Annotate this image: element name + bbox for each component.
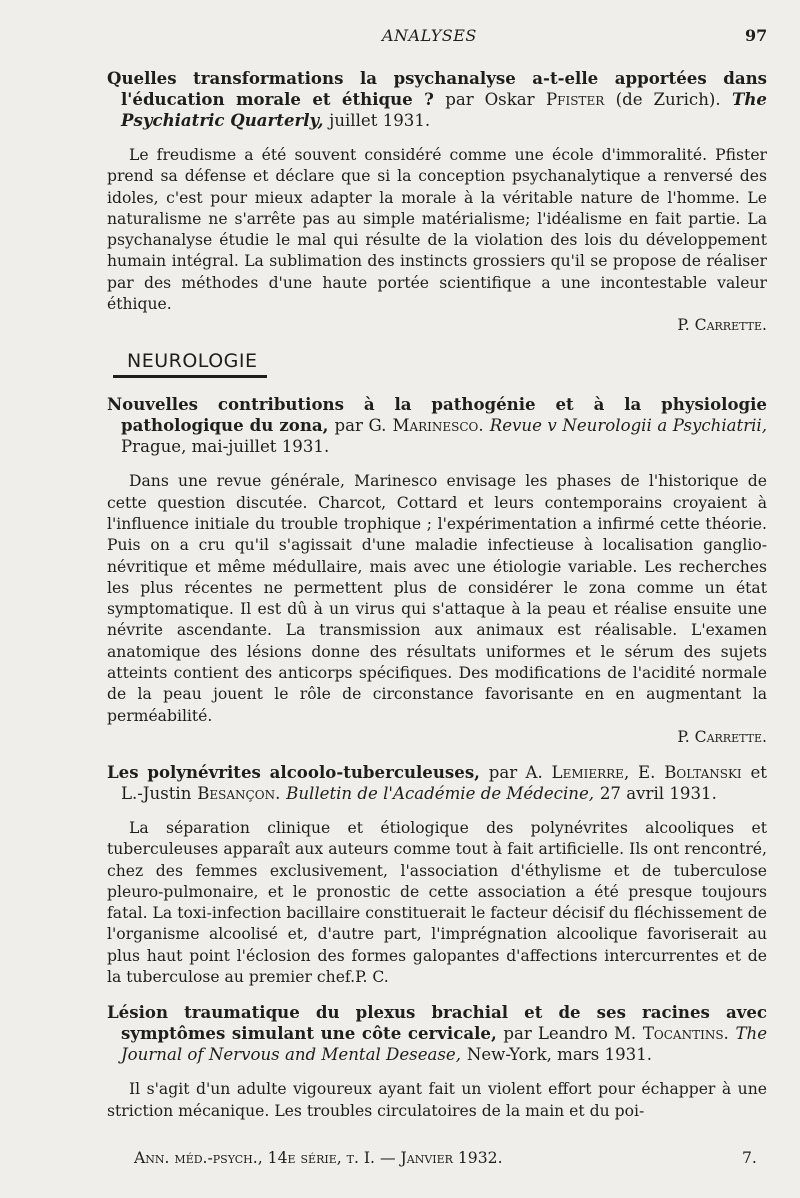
article-body: Il s'agit d'un adulte vigoureux ayant fait un violent effort pour échapper à une striction mécanique. Les troubles circulatoires de la main et du poi- bbox=[107, 1080, 767, 1120]
article-author: Marinesco. bbox=[392, 416, 484, 436]
running-head bbox=[0, 26, 800, 48]
article-conjunction: et bbox=[750, 762, 767, 782]
article-by: par G. bbox=[334, 416, 387, 436]
article-by: par Leandro M. bbox=[503, 1024, 637, 1044]
article-body: Dans une revue générale, Marinesco envisage les phases de l'historique de cette question discutée. Charcot, Cottard et leurs contemporains croyaient à l'influence initiale du trouble trophique ; l'expérimentation a infirmé cette théorie. Puis on a cru qu'il s'agissait d'une maladie infectieuse à localisation ganglio-névritique et même médullaire, mais avec une étiologie variable. Les recherches les plus récentes ne permettent plus de considérer le zona comme un état symptomatique. Il est dû à un virus qui s'attaque à la peau et réalise ensuite une névrite ascendante. La transmission aux animaux est réalisable. L'examen anatomique des lésions donne des résultats uniformes et le sérum des sujets atteints contient des anticorps spécifiques. Des modifications de l'acidité normale de la peau jouent le rôle de circonstance favorisante en en augmentant la perméabilité. bbox=[107, 472, 767, 725]
page-footer bbox=[134, 1149, 757, 1171]
article-heading bbox=[107, 394, 767, 457]
article-by: par A. bbox=[488, 762, 543, 782]
article-body bbox=[107, 818, 767, 988]
review-pfister bbox=[107, 68, 767, 336]
article-author-initial: L.-Justin bbox=[121, 783, 192, 803]
article-signature: P. Carrette. bbox=[677, 316, 767, 335]
page-content bbox=[107, 68, 767, 1122]
article-body-text: La séparation clinique et étiologique des polynévrites alcooliques et tuberculeuses apparaît aux auteurs comme tout à fait artificielle. Ils ont rencontré, chez des femmes exclusivement, l'association d'éthylisme et de tuberculose pleuro-pulmonaire, et le pronostic de cette association a été presque toujours fatal. La toxi-infection bacillaire constituerait le facteur décisif du fléchissement de l'organisme alcoolisé et, d'autre part, l'imprégnation alcoolique favoriserait au plus haut point l'éclosion des formes galopantes d'affections intercurrentes et de la tuberculose au premier chef. bbox=[107, 818, 767, 987]
article-author-initial: E. bbox=[638, 762, 656, 782]
article-author: Boltanski bbox=[664, 762, 742, 782]
article-author: Besançon. bbox=[197, 783, 281, 803]
article-signature: P. C. bbox=[355, 968, 389, 987]
article-date: New-York, mars 1931. bbox=[466, 1045, 653, 1065]
footer-sheet-number: 7. bbox=[742, 1149, 757, 1167]
article-signature: P. Carrette. bbox=[677, 727, 767, 746]
section-title: NEUROLOGIE bbox=[113, 350, 267, 378]
article-author-place: (de Zurich). bbox=[615, 90, 721, 109]
article-journal: The Journal of Nervous and Mental Desease, bbox=[121, 1024, 768, 1065]
article-title: Les polynévrites alcoolo-tuberculeuses, bbox=[107, 761, 480, 782]
review-marinesco bbox=[107, 394, 767, 748]
article-heading bbox=[107, 762, 767, 804]
article-heading bbox=[107, 1002, 767, 1065]
article-by: par Oskar bbox=[445, 90, 535, 109]
footer-citation bbox=[134, 1149, 503, 1167]
article-journal: Revue v Neurologii a Psychiatrii, bbox=[489, 416, 768, 436]
article-title: Nouvelles contributions à la pathogénie et à la physiologie pathologique du zona, bbox=[107, 394, 767, 436]
article-author: Tocantins. bbox=[642, 1024, 729, 1044]
article-date: 27 avril 1931. bbox=[599, 783, 717, 803]
article-date: Prague, mai-juillet 1931. bbox=[121, 437, 330, 457]
article-heading bbox=[107, 68, 767, 131]
footer-series: 14e série, t. I. — Janvier 1932. bbox=[267, 1149, 503, 1167]
article-title: Quelles transformations la psychanalyse a-t-elle apportées dans l'éducation morale et éthique ? bbox=[107, 68, 767, 109]
article-journal: Bulletin de l'Académie de Médecine, bbox=[286, 783, 595, 803]
review-lemierre bbox=[107, 762, 767, 988]
article-author: Lemierre, bbox=[551, 762, 630, 782]
running-head-title: ANALYSES bbox=[382, 26, 477, 45]
article-title: Lésion traumatique du plexus brachial et de ses racines avec symptômes simulant une côte cervicale, bbox=[107, 1002, 767, 1044]
article-body: Le freudisme a été souvent considéré comme une école d'immoralité. Pfister prend sa défense et déclare que si la conception psychanalytique a renversé des idoles, c'est pour mieux adapter la morale à la véritable nature de l'homme. Le naturalisme ne s'arrête pas au simple matérialisme; l'idéalisme en fait partie. La psychanalyse étudie le mal qui résulte de la violation des lois du développement humain intégral. La sublimation des instincts grossiers qu'il se propose de réaliser par des méthodes d'une haute portée scientifique a une incontestable valeur éthique. bbox=[107, 146, 767, 314]
article-author: Pfister bbox=[545, 90, 605, 109]
page-number: 97 bbox=[745, 26, 768, 45]
article-journal: The Psychiatric Quarterly, bbox=[121, 89, 767, 130]
article-date: juillet 1931. bbox=[329, 111, 431, 130]
section-heading bbox=[113, 350, 767, 378]
review-tocantins bbox=[107, 1002, 767, 1122]
footer-journal: Ann. méd.-psych., bbox=[134, 1149, 263, 1167]
